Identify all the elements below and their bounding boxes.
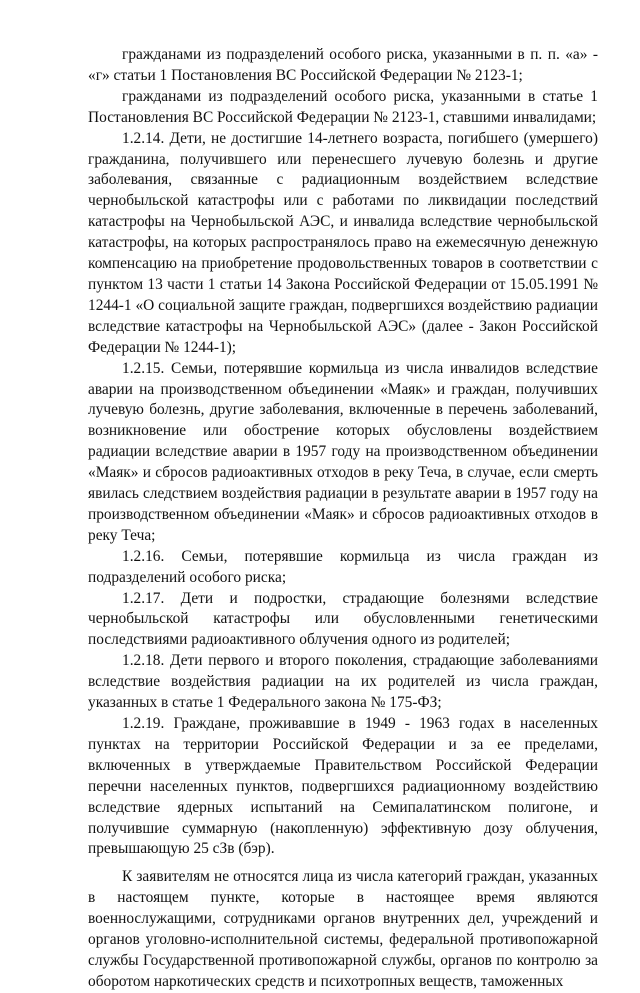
document-page bbox=[88, 45, 598, 993]
paragraph-exclusions: К заявителям не относятся лица из числа категорий граждан, указанных в настоящем пункте, которые в настоящее время являются военнослужащими, сотрудниками органов внутренних дел, учреждений и органов уголовно-исполнительной системы, федеральной противопожарной службы Государственной противопожарной службы, органов по контролю за оборотом наркотических средств и психотропных веществ, таможенных bbox=[88, 868, 598, 990]
paragraph-1-2-17: 1.2.17. Дети и подростки, страдающие болезнями вследствие чернобыльской катастрофы или обусловленными генетическими последствиями радиоактивного облучения одного из родителей; bbox=[88, 589, 598, 649]
paragraph-special-risk-disabled: гражданами из подразделений особого риска, указанными в статье 1 Постановления ВС Российской Федерации № 2123-1, ставшими инвалидами; bbox=[88, 87, 598, 126]
paragraph-special-risk-a-g: гражданами из подразделений особого риска, указанными в п. п. «а» - «г» статьи 1 Постановления ВС Российской Федерации № 2123-1; bbox=[88, 46, 598, 84]
paragraph-1-2-16: 1.2.16. Семьи, потерявшие кормильца из числа граждан из подразделений особого риска; bbox=[88, 547, 598, 586]
paragraph-1-2-18: 1.2.18. Дети первого и второго поколения, страдающие заболеваниями вследствие воздействия радиации на их родителей из числа граждан, указанных в статье 1 Федерального закона № 175-ФЗ; bbox=[88, 652, 598, 712]
paragraph-1-2-19: 1.2.19. Граждане, проживавшие в 1949 - 1963 годах в населенных пунктах на территории Российской Федерации и за ее пределами, включенных в утверждаемые Правительством Российской Федерации перечни населенных пунктов, подвергшихся радиационному воздействию вследствие ядерных испытаний на Семипалатинском полигоне, и получившие суммарную (накопленную) эффективную дозу облучения, превышающую 25 сЗв (бэр). bbox=[88, 715, 598, 858]
paragraph-1-2-15: 1.2.15. Семьи, потерявшие кормильца из числа инвалидов вследствие аварии на производственном объединении «Маяк» и граждан, получивших лучевую болезнь, другие заболевания, включенные в перечень заболеваний, возникновение или обострение которых обусловлены воздействием радиации вследствие аварии в 1957 году на производственном объединении «Маяк» и сбросов радиоактивных отходов в реку Теча, в случае, если смерть явилась следствием воздействия радиации в результате аварии в 1957 году на производственном объединении «Маяк» и сбросов радиоактивных отходов в реку Теча; bbox=[88, 359, 598, 544]
paragraph-1-2-14: 1.2.14. Дети, не достигшие 14-летнего возраста, погибшего (умершего) гражданина, получившего или перенесшего лучевую болезнь и другие заболевания, связанные с радиационным воздействием вследствие чернобыльской катастрофы или с работами по ликвидации последствий катастрофы на Чернобыльской АЭС, и инвалида вследствие чернобыльской катастрофы, на которых распространялось право на ежемесячную денежную компенсацию на приобретение продовольственных товаров в соответствии с пунктом 13 части 1 статьи 14 Закона Российской Федерации от 15.05.1991 № 1244-1 «О социальной защите граждан, подвергшихся воздействию радиации вследствие катастрофы на Чернобыльской АЭС» (далее - Закон Российской Федерации № 1244-1); bbox=[88, 129, 598, 356]
